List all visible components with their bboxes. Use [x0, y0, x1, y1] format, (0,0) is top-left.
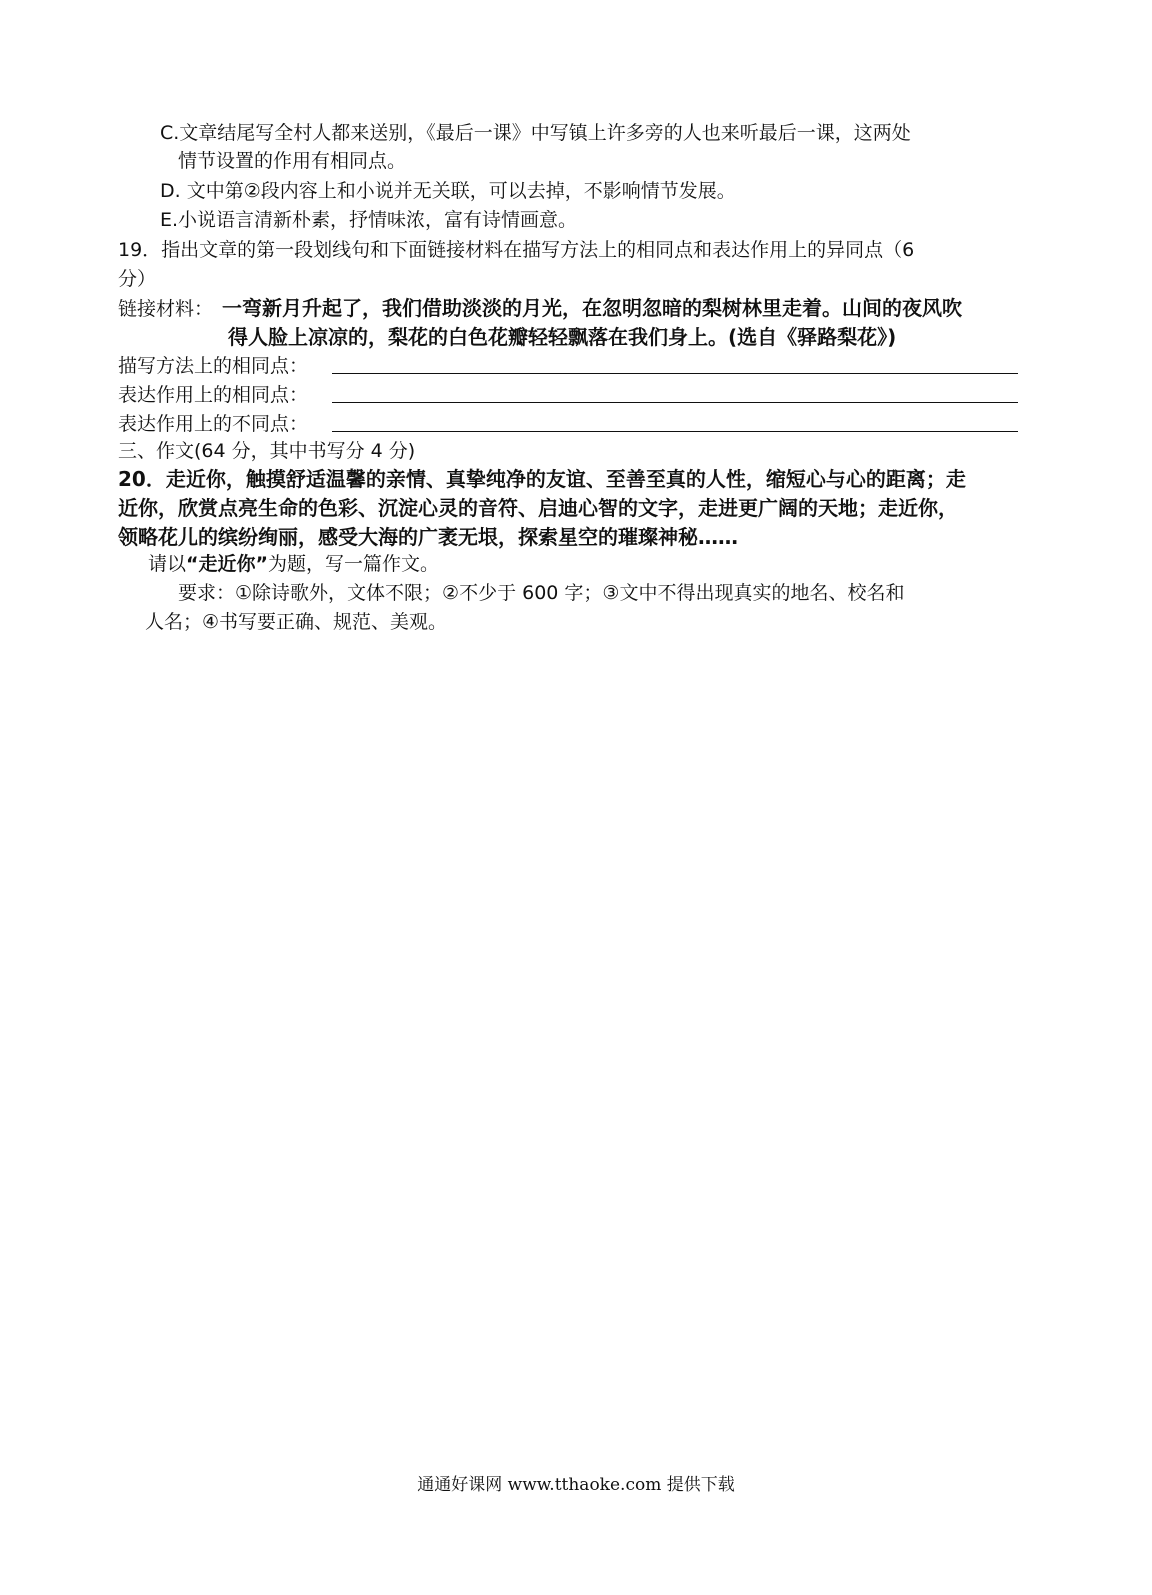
answer-label-diff-effect: 表达作用上的不同点：: [118, 413, 309, 435]
page-footer: 通通好课网 www.tthaoke.com 提供下载: [417, 1475, 735, 1495]
option-c-line2: 情节设置的作用有相同点。: [178, 150, 407, 172]
requirements-line1: 要求：①除诗歌外，文体不限；②不少于 600 字；③文中不得出现真实的地名、校名和: [178, 582, 905, 604]
section-3-heading: 三、作文(64 分，其中书写分 4 分): [118, 440, 416, 462]
link-material-label: 链接材料：: [118, 298, 214, 320]
answer-label-method: 描写方法上的相同点：: [118, 355, 309, 377]
link-material-line1: 一弯新月升起了，我们借助淡淡的月光，在忽明忽暗的梨树林里走着。山间的夜风吹: [222, 296, 962, 320]
option-e: E.小说语言清新朴素，抒情味浓，富有诗情画意。: [160, 209, 578, 231]
question-20-line3: 领略花儿的缤纷绚丽，感受大海的广袤无垠，探索星空的璀璨神秘……: [118, 525, 738, 549]
answer-row-method[interactable]: [118, 351, 1018, 377]
answer-blank-same-effect[interactable]: [332, 402, 1018, 403]
essay-prompt: [148, 551, 439, 577]
requirements-line2: 人名；④书写要正确、规范、美观。: [145, 611, 448, 633]
question-20-line1: 20．走近你，触摸舒适温馨的亲情、真挚纯净的友谊、至善至真的人性，缩短心与心的距离；走: [118, 467, 966, 491]
option-c-line1: C.文章结尾写全村人都来送别，《最后一课》中写镇上许多旁的人也来听最后一课，这两处: [160, 122, 911, 144]
question-19-line2: 分）: [118, 268, 157, 290]
answer-row-same-effect[interactable]: [118, 380, 1018, 406]
question-20-line2: 近你，欣赏点亮生命的色彩、沉淀心灵的音符、启迪心智的文字，走进更广阔的天地；走近你，: [118, 496, 958, 520]
option-d: D. 文中第②段内容上和小说并无关联，可以去掉，不影响情节发展。: [160, 180, 736, 202]
essay-prompt-pre: 请以: [148, 553, 187, 575]
question-19-line1: 19．指出文章的第一段划线句和下面链接材料在描写方法上的相同点和表达作用上的异同点（6: [118, 239, 915, 261]
link-material-line2: 得人脸上凉凉的，梨花的白色花瓣轻轻飘落在我们身上。(选自《驿路梨花》): [228, 325, 897, 349]
essay-title: “走近你”: [186, 553, 268, 575]
answer-label-same-effect: 表达作用上的相同点：: [118, 384, 309, 406]
answer-row-diff-effect[interactable]: [118, 409, 1018, 435]
essay-prompt-post: 为题，写一篇作文。: [268, 553, 440, 575]
answer-blank-method[interactable]: [332, 373, 1018, 374]
answer-blank-diff-effect[interactable]: [332, 431, 1018, 432]
